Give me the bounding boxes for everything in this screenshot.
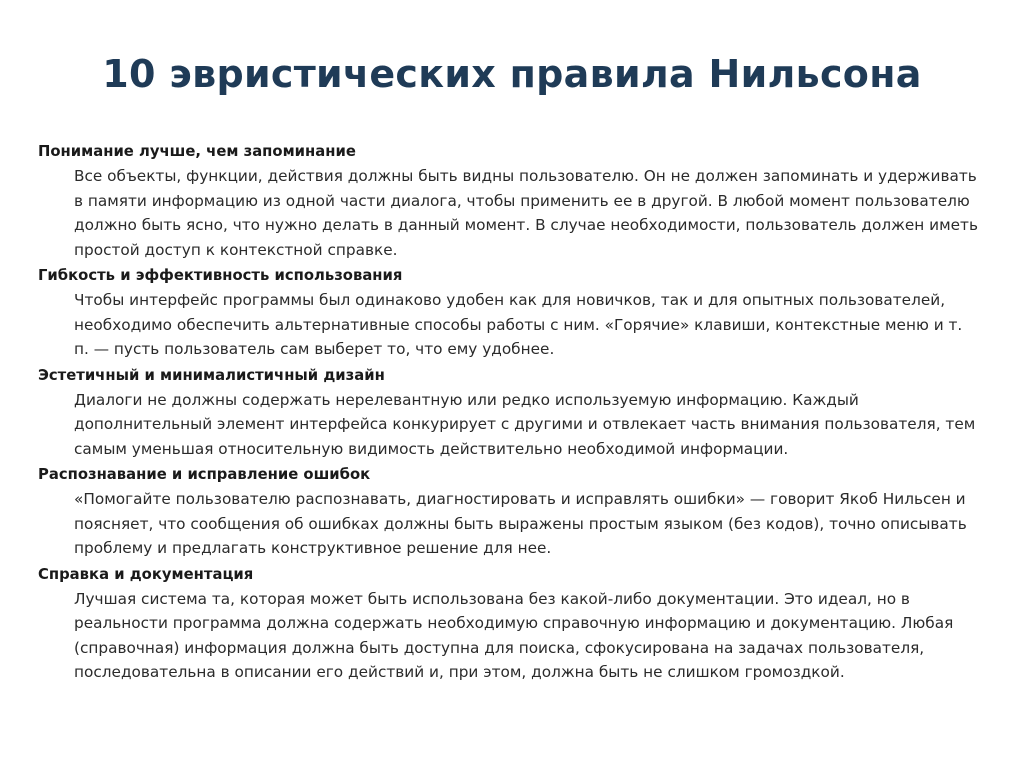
section-heading: Справка и документация [38, 565, 254, 583]
section-help-documentation [38, 563, 978, 685]
slide-content [38, 140, 978, 687]
section-text: Диалоги не должны содержать нерелевантную или редко используемую информацию. Каждый дополнительный элемент интерфейса конкурирует с другими и отвлекает часть внимания пользователя, тем самым уменьшая относительную видимость действительно необходимой информации. [74, 390, 976, 458]
section-error-recovery [38, 463, 978, 561]
section-heading: Распознавание и исправление ошибок [38, 466, 371, 483]
page-title: 10 эвристических правила Нильсона [102, 52, 922, 96]
section-heading: Понимание лучше, чем запоминание [38, 143, 356, 160]
section-flexibility [38, 264, 978, 362]
section-heading: Гибкость и эффективность использования [38, 267, 403, 284]
section-aesthetic-design [38, 364, 978, 462]
section-understanding [38, 140, 978, 262]
section-heading: Эстетичный и минималистичный дизайн [38, 366, 385, 384]
section-text: Все объекты, функции, действия должны быть видны пользователю. Он не должен запоминать и удерживать в памяти информацию из одной части диалога, чтобы применить ее в другой. В любой момент пользователю должно быть ясно, что нужно делать в данный момент. В случае необходимости, пользователь должен иметь простой доступ к контекстной справке. [74, 167, 978, 259]
section-text: Лучшая система та, которая может быть использована без какой-либо документации. Это идеал, но в реальности программа должна содержать необходимую справочную информацию и документацию. Любая (справочная) информация должна быть доступна для поиска, сфокусирована на задачах пользователя, последовательна в описании его действий и, при этом, должна быть не слишком громоздкой. [74, 589, 954, 681]
section-text: «Помогайте пользователю распознавать, диагностировать и исправлять ошибки» — говорит Якоб Нильсен и поясняет, что сообщения об ошибках должны быть выражены простым языком (без кодов), точно описывать проблему и предлагать конструктивное решение для нее. [74, 490, 967, 557]
section-text: Чтобы интерфейс программы был одинаково удобен как для новичков, так и для опытных пользователей, необходимо обеспечить альтернативные способы работы с ним. «Горячие» клавиши, контекстные меню и т. п. — пусть пользователь сам выберет то, что ему удобнее. [74, 291, 963, 358]
